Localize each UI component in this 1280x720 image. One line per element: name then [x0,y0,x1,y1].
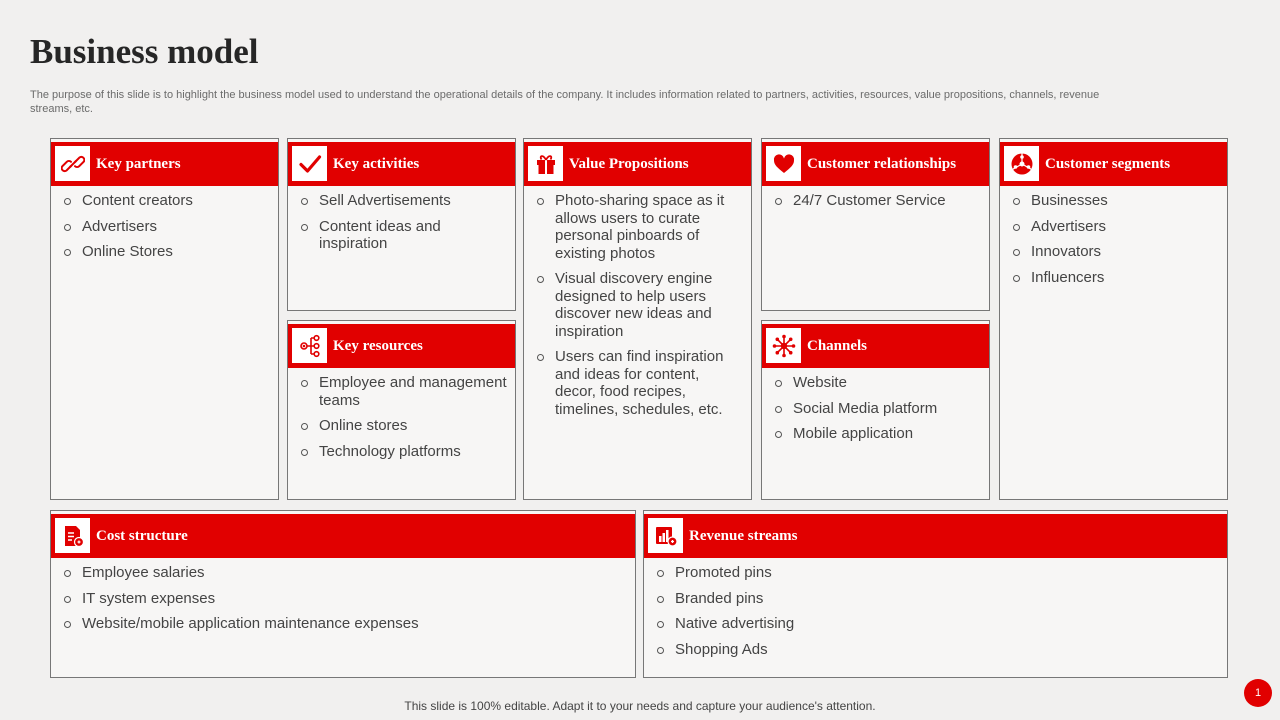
item-list [774,192,981,218]
list-item: Native advertising [656,615,1219,633]
item-list [300,192,507,261]
card-key-resources [287,320,516,500]
card-revenue-streams [643,510,1228,678]
card-title: Customer segments [1045,156,1171,172]
card-header [1000,142,1227,186]
gift-icon [528,146,563,181]
list-item: Online stores [300,417,507,435]
list-item: Website/mobile application maintenance expenses [63,615,627,633]
card-channels [761,320,990,500]
card-title: Customer relationships [807,156,957,172]
item-list [63,564,627,641]
card-key-activities [287,138,516,311]
list-item: Advertisers [1012,218,1219,236]
card-title: Key resources [333,338,423,354]
list-item: Users can find inspiration and ideas for content, decor, food recipes, timelines, schedules, etc. [536,348,743,418]
list-item: Promoted pins [656,564,1219,582]
item-list [63,192,270,269]
revenue-chart-icon [648,518,683,553]
list-item: Branded pins [656,590,1219,608]
checkmark-icon [292,146,327,181]
network-icon [766,328,801,363]
card-title: Cost structure [96,528,188,544]
list-item: Employee salaries [63,564,627,582]
card-cost-structure [50,510,636,678]
list-item: IT system expenses [63,590,627,608]
chain-link-icon [55,146,90,181]
list-item: Social Media platform [774,400,981,418]
card-value-propositions [523,138,752,500]
page-number-badge: 1 [1244,679,1272,707]
card-title: Channels [807,338,868,354]
list-item: Online Stores [63,243,270,261]
card-title: Value Propositions [569,156,689,172]
list-item: Photo-sharing space as it allows users to curate personal pinboards of existing photos [536,192,743,262]
list-item: 24/7 Customer Service [774,192,981,210]
card-header [644,514,1227,558]
page-subtitle: The purpose of this slide is to highlight the business model used to understand the operational details of the company. It includes information related to partners, activities, resources, value propositions, channels, revenue streams, etc. [30,89,1100,115]
item-list [1012,192,1219,294]
card-header [288,142,515,186]
card-header [762,142,989,186]
list-item: Content ideas and inspiration [300,218,507,253]
list-item: Sell Advertisements [300,192,507,210]
card-header [51,142,278,186]
cost-document-icon [55,518,90,553]
item-list [656,564,1219,666]
footer-note: This slide is 100% editable. Adapt it to your needs and capture your audience's attention. [404,699,876,713]
list-item: Content creators [63,192,270,210]
list-item: Employee and management teams [300,374,507,409]
page-title: Business model [30,32,259,71]
list-item: Advertisers [63,218,270,236]
hierarchy-icon [292,328,327,363]
card-key-partners [50,138,279,500]
card-header [524,142,751,186]
list-item: Businesses [1012,192,1219,210]
list-item: Website [774,374,981,392]
item-list [536,192,743,426]
card-header [51,514,635,558]
card-header [288,324,515,368]
card-header [762,324,989,368]
list-item: Innovators [1012,243,1219,261]
card-title: Revenue streams [689,528,798,544]
card-customer-relationships [761,138,990,311]
list-item: Technology platforms [300,443,507,461]
list-item: Visual discovery engine designed to help users discover new ideas and inspiration [536,270,743,340]
card-title: Key partners [96,156,181,172]
segments-icon [1004,146,1039,181]
card-customer-segments [999,138,1228,500]
list-item: Influencers [1012,269,1219,287]
list-item: Shopping Ads [656,641,1219,659]
item-list [774,374,981,451]
card-title: Key activities [333,156,420,172]
list-item: Mobile application [774,425,981,443]
item-list [300,374,507,468]
heart-icon [766,146,801,181]
